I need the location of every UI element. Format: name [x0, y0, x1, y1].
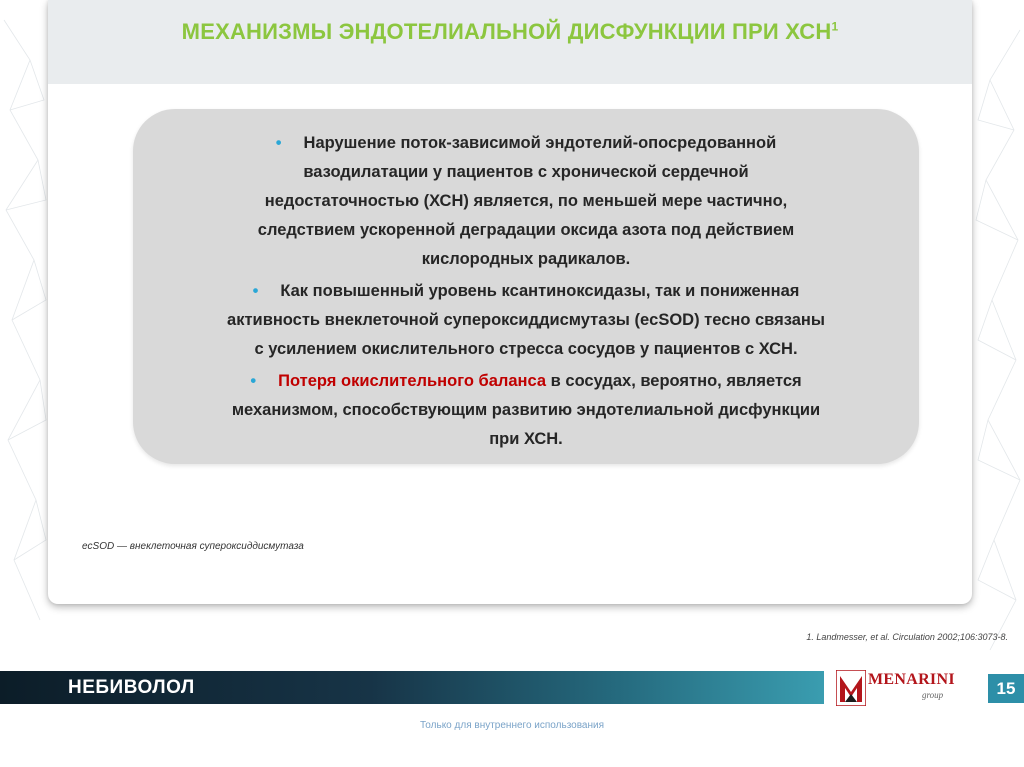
logo-brand-text: MENARINI: [868, 671, 955, 688]
highlighted-text: Потеря окислительного баланса: [278, 372, 547, 390]
page-number-badge: [988, 674, 1024, 703]
bullet-marker-icon: •: [275, 134, 282, 152]
bullet-item-2: [133, 277, 919, 364]
slide-title-text: МЕХАНИЗМЫ ЭНДОТЕЛИАЛЬНОЙ ДИСФУНКЦИИ ПРИ ХСН: [181, 19, 832, 44]
bullet-3-line-3: при ХСН.: [489, 430, 563, 448]
product-bar: [0, 671, 824, 704]
bullet-item-1: [133, 129, 919, 274]
literature-reference: 1. Landmesser, et al. Circulation 2002;106:3073-8.: [806, 632, 1008, 642]
bullet-3-line-1: • Потеря окислительного баланса в сосудах, вероятно, является: [133, 367, 919, 396]
content-box: [133, 109, 919, 464]
menarini-logo: [828, 668, 974, 708]
bullet-1-line-1: • Нарушение поток-зависимой эндотелий-опосредованной: [133, 129, 919, 158]
bullet-item-3: [133, 367, 919, 454]
internal-use-note: Только для внутреннего использования: [419, 720, 605, 731]
abbreviation-footnote: ecSOD — внеклеточная супероксиддисмутаза: [82, 541, 304, 552]
bullet-2-line-2: активность внеклеточной супероксиддисмутазы (ecSOD) тесно связаны: [227, 311, 825, 329]
slide-card: [48, 0, 972, 604]
page-number: 15: [996, 679, 1016, 698]
logo-sub-text: group: [922, 690, 944, 700]
bullet-marker-icon: •: [252, 282, 259, 300]
bullet-1-line-3: недостаточностью (ХСН) является, по меньшей мере частично,: [264, 192, 788, 210]
menarini-m-icon: [836, 670, 866, 706]
slide-title: [48, 19, 972, 45]
bullet-2-line-1: • Как повышенный уровень ксантиноксидазы, так и пониженная: [133, 277, 919, 306]
bullet-marker-icon: •: [250, 372, 257, 390]
bullet-3-line-2: механизмом, способствующим развитию эндотелиальной дисфункции: [231, 401, 821, 419]
title-superscript: 1: [831, 19, 839, 34]
bullet-1-line-5: кислородных радикалов.: [421, 250, 631, 268]
bullet-1-line-4: следствием ускоренной деградации оксида азота под действием: [257, 221, 795, 239]
bullet-2-line-3: с усилением окислительного стресса сосудов у пациентов с ХСН.: [254, 340, 798, 358]
title-band: [48, 0, 972, 84]
product-name: НЕБИВОЛОЛ: [68, 677, 195, 698]
bullet-1-line-2: вазодилатации у пациентов с хронической сердечной: [303, 163, 749, 181]
